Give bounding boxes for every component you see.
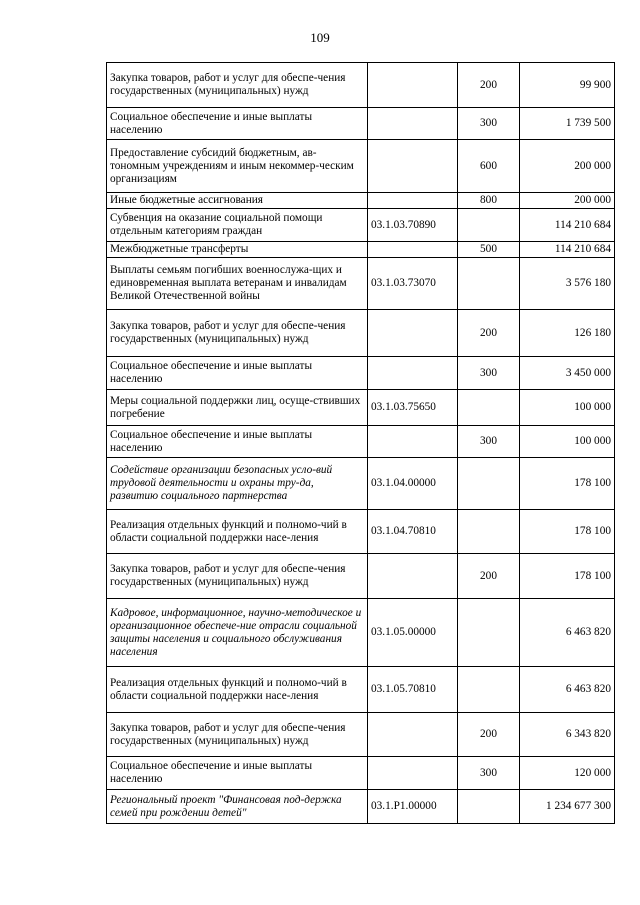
amount-cell: 200 000	[520, 140, 615, 193]
table-row	[107, 108, 615, 140]
target-article-code-cell	[368, 757, 458, 790]
expense-type-code-cell: 500	[458, 242, 520, 258]
table-row	[107, 390, 615, 426]
table-row	[107, 310, 615, 357]
expense-name-cell: Содействие организации безопасных усло-вий трудовой деятельности и охраны тру-да, развитию социального партнерства	[107, 458, 368, 510]
table-row	[107, 458, 615, 510]
table-row	[107, 357, 615, 390]
expense-name-cell: Социальное обеспечение и иные выплаты населению	[107, 357, 368, 390]
table-row	[107, 599, 615, 667]
expense-name-cell: Социальное обеспечение и иные выплаты населению	[107, 757, 368, 790]
target-article-code-cell: 03.1.03.70890	[368, 209, 458, 242]
target-article-code-cell: 03.1.04.00000	[368, 458, 458, 510]
expense-type-code-cell	[458, 790, 520, 824]
expense-type-code-cell	[458, 667, 520, 713]
expense-name-cell: Предоставление субсидий бюджетным, ав-тономным учреждениям и иным некоммер-ческим организациям	[107, 140, 368, 193]
expense-name-cell: Реализация отдельных функций и полномо-чий в области социальной поддержки насе-ления	[107, 667, 368, 713]
target-article-code-cell	[368, 357, 458, 390]
target-article-code-cell: 03.1.03.75650	[368, 390, 458, 426]
table-row	[107, 63, 615, 108]
amount-cell: 99 900	[520, 63, 615, 108]
expense-type-code-cell: 200	[458, 554, 520, 599]
target-article-code-cell	[368, 554, 458, 599]
expense-type-code-cell: 200	[458, 713, 520, 757]
target-article-code-cell: 03.1.Р1.00000	[368, 790, 458, 824]
table-row	[107, 713, 615, 757]
target-article-code-cell	[368, 242, 458, 258]
expense-name-cell: Социальное обеспечение и иные выплаты населению	[107, 426, 368, 458]
budget-table	[106, 62, 615, 824]
amount-cell: 6 463 820	[520, 599, 615, 667]
amount-cell: 178 100	[520, 510, 615, 554]
expense-name-cell: Меры социальной поддержки лиц, осуще-ствивших погребение	[107, 390, 368, 426]
expense-name-cell: Субвенция на оказание социальной помощи отдельным категориям граждан	[107, 209, 368, 242]
target-article-code-cell	[368, 310, 458, 357]
table-row	[107, 193, 615, 209]
expense-type-code-cell: 600	[458, 140, 520, 193]
expense-type-code-cell	[458, 390, 520, 426]
expense-name-cell: Выплаты семьям погибших военнослужа-щих и единовременная выплата ветеранам и инвалидам Великой Отечественной войны	[107, 258, 368, 310]
amount-cell: 3 576 180	[520, 258, 615, 310]
expense-name-cell: Региональный проект "Финансовая под-держка семей при рождении детей"	[107, 790, 368, 824]
amount-cell: 100 000	[520, 426, 615, 458]
budget-table-body	[107, 63, 615, 824]
table-row	[107, 140, 615, 193]
expense-name-cell: Закупка товаров, работ и услуг для обеспе-чения государственных (муниципальных) нужд	[107, 713, 368, 757]
amount-cell: 1 234 677 300	[520, 790, 615, 824]
target-article-code-cell	[368, 63, 458, 108]
expense-type-code-cell: 800	[458, 193, 520, 209]
expense-type-code-cell: 200	[458, 310, 520, 357]
expense-type-code-cell	[458, 458, 520, 510]
expense-type-code-cell: 300	[458, 357, 520, 390]
expense-name-cell: Закупка товаров, работ и услуг для обеспе-чения государственных (муниципальных) нужд	[107, 554, 368, 599]
amount-cell: 114 210 684	[520, 242, 615, 258]
expense-type-code-cell: 200	[458, 63, 520, 108]
table-row	[107, 790, 615, 824]
table-row	[107, 667, 615, 713]
amount-cell: 100 000	[520, 390, 615, 426]
target-article-code-cell	[368, 713, 458, 757]
target-article-code-cell	[368, 140, 458, 193]
amount-cell: 1 739 500	[520, 108, 615, 140]
target-article-code-cell: 03.1.04.70810	[368, 510, 458, 554]
expense-name-cell: Закупка товаров, работ и услуг для обеспе-чения государственных (муниципальных) нужд	[107, 63, 368, 108]
table-row	[107, 242, 615, 258]
expense-name-cell: Закупка товаров, работ и услуг для обеспе-чения государственных (муниципальных) нужд	[107, 310, 368, 357]
amount-cell: 114 210 684	[520, 209, 615, 242]
table-row	[107, 258, 615, 310]
expense-name-cell: Иные бюджетные ассигнования	[107, 193, 368, 209]
expense-name-cell: Социальное обеспечение и иные выплаты населению	[107, 108, 368, 140]
table-row	[107, 426, 615, 458]
target-article-code-cell: 03.1.03.73070	[368, 258, 458, 310]
expense-type-code-cell	[458, 510, 520, 554]
expense-type-code-cell	[458, 209, 520, 242]
target-article-code-cell	[368, 108, 458, 140]
expense-name-cell: Реализация отдельных функций и полномо-чий в области социальной поддержки насе-ления	[107, 510, 368, 554]
table-row	[107, 510, 615, 554]
target-article-code-cell: 03.1.05.00000	[368, 599, 458, 667]
expense-type-code-cell: 300	[458, 757, 520, 790]
expense-name-cell: Межбюджетные трансферты	[107, 242, 368, 258]
table-row	[107, 757, 615, 790]
amount-cell: 3 450 000	[520, 357, 615, 390]
page-number: 109	[310, 30, 330, 45]
expense-type-code-cell: 300	[458, 108, 520, 140]
amount-cell: 6 343 820	[520, 713, 615, 757]
expense-type-code-cell: 300	[458, 426, 520, 458]
target-article-code-cell	[368, 193, 458, 209]
expense-type-code-cell	[458, 599, 520, 667]
amount-cell: 178 100	[520, 554, 615, 599]
table-row	[107, 554, 615, 599]
amount-cell: 6 463 820	[520, 667, 615, 713]
amount-cell: 126 180	[520, 310, 615, 357]
expense-name-cell: Кадровое, информационное, научно-методическое и организационное обеспече-ние отрасли социальной защиты населения и социального обслуживания населения	[107, 599, 368, 667]
target-article-code-cell: 03.1.05.70810	[368, 667, 458, 713]
target-article-code-cell	[368, 426, 458, 458]
table-row	[107, 209, 615, 242]
expense-type-code-cell	[458, 258, 520, 310]
amount-cell: 120 000	[520, 757, 615, 790]
amount-cell: 200 000	[520, 193, 615, 209]
amount-cell: 178 100	[520, 458, 615, 510]
